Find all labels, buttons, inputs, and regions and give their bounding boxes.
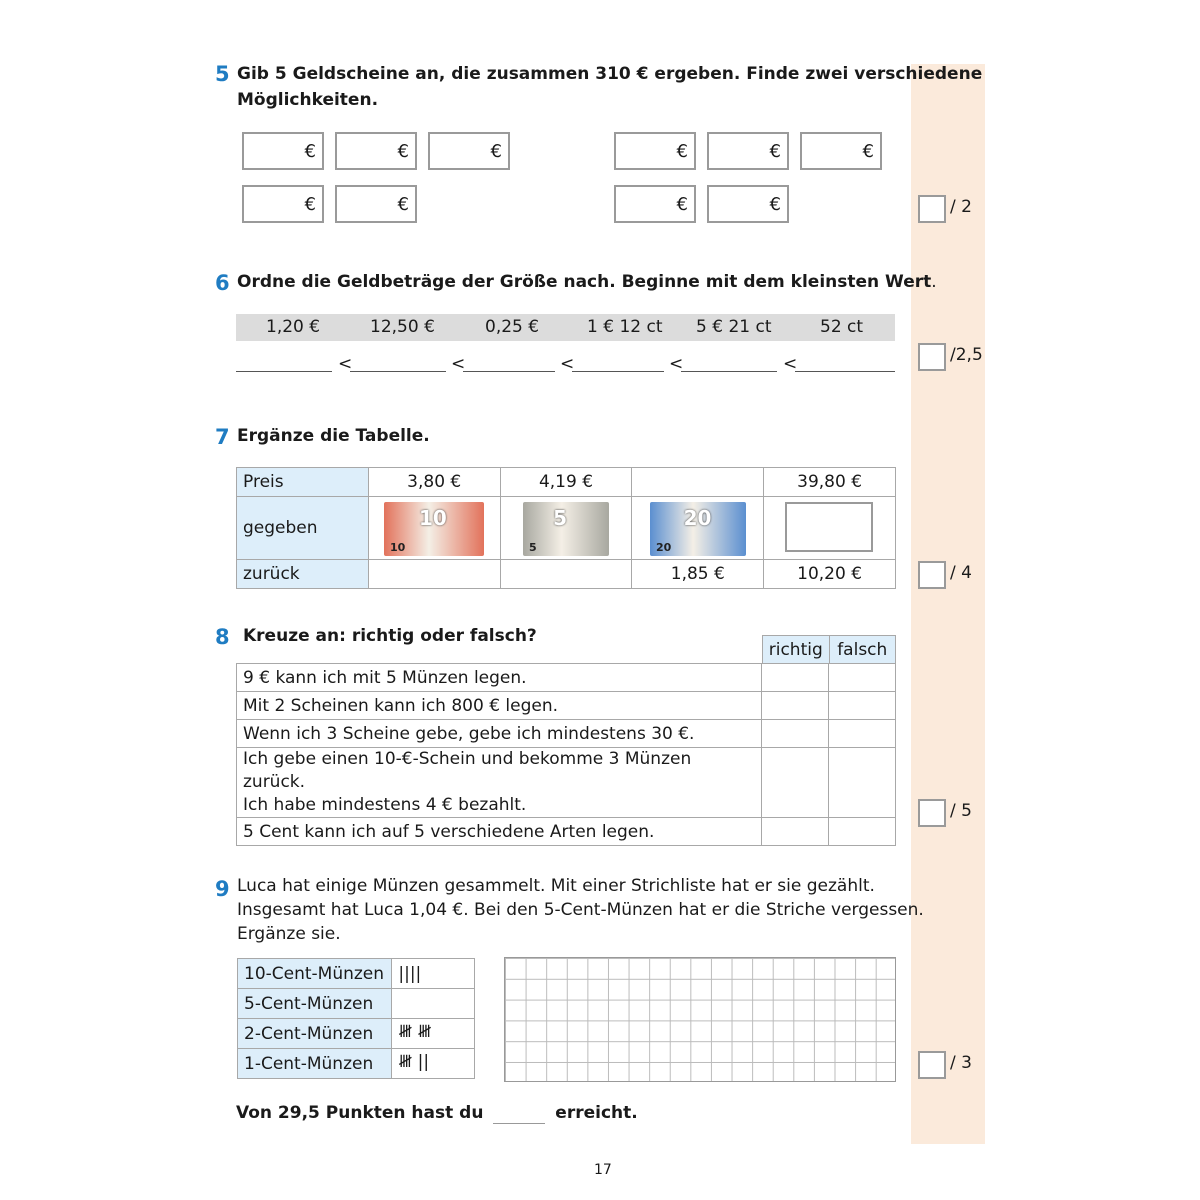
tick-cell[interactable] [762,664,829,692]
tick-cell[interactable] [762,818,829,846]
statement: 9 € kann ich mit 5 Münzen legen. [237,664,762,692]
money-values-bar [236,314,895,341]
euro-answer-box[interactable] [242,185,324,223]
banknote-value: 5 [553,506,568,530]
euro-sign: € [304,141,316,162]
euro-answer-box[interactable] [614,132,696,170]
less-than: < [338,354,353,374]
true-false-table [236,663,896,846]
score-box-9[interactable] [918,1051,946,1079]
statement-line2: Ich habe mindestens 4 € bezahlt. [243,795,527,815]
task-9-line1: Luca hat einige Münzen gesammelt. Mit einer Strichliste hat er sie gezählt. [237,876,875,896]
money-value: 1 € 12 ct [587,317,663,337]
task-number-6: 6 [215,271,230,295]
task-9-line3: Ergänze sie. [237,924,341,944]
statement-line1: Ich gebe einen 10-€-Schein und bekomme 3 Münzen zurück. [243,749,692,792]
money-value: 5 € 21 ct [696,317,772,337]
answer-line[interactable] [463,371,555,372]
task-number-9: 9 [215,877,230,901]
euro-sign: € [676,194,688,215]
euro-answer-box[interactable] [242,132,324,170]
banknote-value-small: 20 [656,541,672,554]
euro-answer-box[interactable] [707,132,789,170]
task-5-text [237,61,982,113]
answer-line[interactable] [795,371,895,372]
tally-cell: 𝍸 || [392,1049,475,1079]
score-label-9: / 3 [950,1053,972,1073]
col-falsch: falsch [829,636,896,664]
money-value: 12,50 € [370,317,435,337]
coin-label: 10-Cent-Münzen [238,959,392,989]
score-label-7: / 4 [950,563,972,583]
price-cell: 3,80 € [368,468,500,497]
euro-answer-box[interactable] [428,132,510,170]
tally-cell: 𝍸 𝍸 [392,1019,475,1049]
tick-cell[interactable] [829,748,896,818]
tf-header [762,635,896,664]
row-label-zurueck: zurück [237,560,369,589]
total-after: erreicht. [555,1103,638,1123]
tick-cell[interactable] [762,692,829,720]
price-cell: 4,19 € [500,468,632,497]
tick-cell[interactable] [762,748,829,818]
answer-line[interactable] [572,371,664,372]
answer-line[interactable] [681,371,777,372]
task-5-line2: Möglichkeiten. [237,90,379,110]
statement: 5 Cent kann ich auf 5 verschiedene Arten legen. [237,818,762,846]
task-9-text [237,874,924,946]
euro-sign: € [862,141,874,162]
score-box-8[interactable] [918,799,946,827]
euro-sign: € [769,194,781,215]
task-number-5: 5 [215,62,230,86]
tick-cell[interactable] [829,664,896,692]
col-richtig: richtig [763,636,830,664]
euro-answer-box[interactable] [335,132,417,170]
banknote-value-small: 5 [529,541,537,554]
euro-sign: € [676,141,688,162]
task-8-text: Kreuze an: richtig oder falsch? [243,626,537,646]
score-box-5[interactable] [918,195,946,223]
score-label-8: / 5 [950,801,972,821]
page-number: 17 [594,1162,612,1178]
task-number-7: 7 [215,425,230,449]
change-cell[interactable] [500,560,632,589]
tick-cell[interactable] [762,720,829,748]
total-points-line [236,1103,638,1124]
score-label-5: / 2 [950,197,972,217]
tally-table [237,958,475,1079]
coin-label: 2-Cent-Münzen [238,1019,392,1049]
less-than: < [669,354,684,374]
score-sidebar [911,64,985,1144]
task-number-8: 8 [215,625,230,649]
banknote-value: 10 [419,506,447,530]
euro-sign: € [397,194,409,215]
task-7-text: Ergänze die Tabelle. [237,426,430,446]
answer-line[interactable] [350,371,446,372]
banknote-value-small: 10 [390,541,406,554]
task-6-text [237,269,937,295]
banknote-value: 20 [683,506,712,530]
euro-sign: € [490,141,502,162]
money-value: 0,25 € [485,317,540,337]
statement: Mit 2 Scheinen kann ich 800 € legen. [237,692,762,720]
euro-answer-box[interactable] [614,185,696,223]
banknote-10-euro [384,502,484,556]
task-5-line1: Gib 5 Geldscheine an, die zusammen 310 € ergeben. Finde zwei verschiedene [237,64,983,84]
task-9-line2: Insgesamt hat Luca 1,04 €. Bei den 5-Cent-Münzen hat er die Striche vergessen. [237,900,924,920]
total-before: Von 29,5 Punkten hast du [236,1103,484,1123]
price-cell: 39,80 € [764,468,896,497]
row-label-gegeben: gegeben [237,497,369,560]
banknote-5-euro [523,502,609,556]
score-box-7[interactable] [918,561,946,589]
price-cell[interactable] [632,468,764,497]
euro-answer-box[interactable] [335,185,417,223]
euro-sign: € [769,141,781,162]
task-6-instruction: Ordne die Geldbeträge der Größe nach. Beginne mit dem kleinsten Wert [237,272,932,292]
row-label-preis: Preis [237,468,369,497]
total-points-blank[interactable] [493,1103,545,1124]
less-than: < [560,354,575,374]
calculation-grid[interactable] [504,957,896,1082]
euro-answer-box[interactable] [707,185,789,223]
statement: Wenn ich 3 Scheine gebe, gebe ich mindestens 30 €. [237,720,762,748]
euro-sign: € [304,194,316,215]
coin-label: 1-Cent-Münzen [238,1049,392,1079]
tally-cell[interactable] [392,989,475,1019]
change-cell: 10,20 € [764,560,896,589]
tick-cell[interactable] [829,692,896,720]
banknote-20-euro [650,502,746,556]
money-value: 1,20 € [266,317,321,337]
change-cell: 1,85 € [632,560,764,589]
tick-cell[interactable] [829,818,896,846]
change-cell[interactable] [368,560,500,589]
tick-cell[interactable] [829,720,896,748]
coin-label: 5-Cent-Münzen [238,989,392,1019]
less-than: < [783,354,798,374]
statement [237,748,762,818]
score-box-6[interactable] [918,343,946,371]
answer-line[interactable] [236,371,332,372]
task-6-period: . [931,272,937,292]
euro-sign: € [397,141,409,162]
less-than: < [451,354,466,374]
given-answer-box[interactable] [785,502,873,552]
tally-cell: |||| [392,959,475,989]
euro-answer-box[interactable] [800,132,882,170]
score-label-6: /2,5 [950,345,983,365]
money-value: 52 ct [820,317,864,337]
